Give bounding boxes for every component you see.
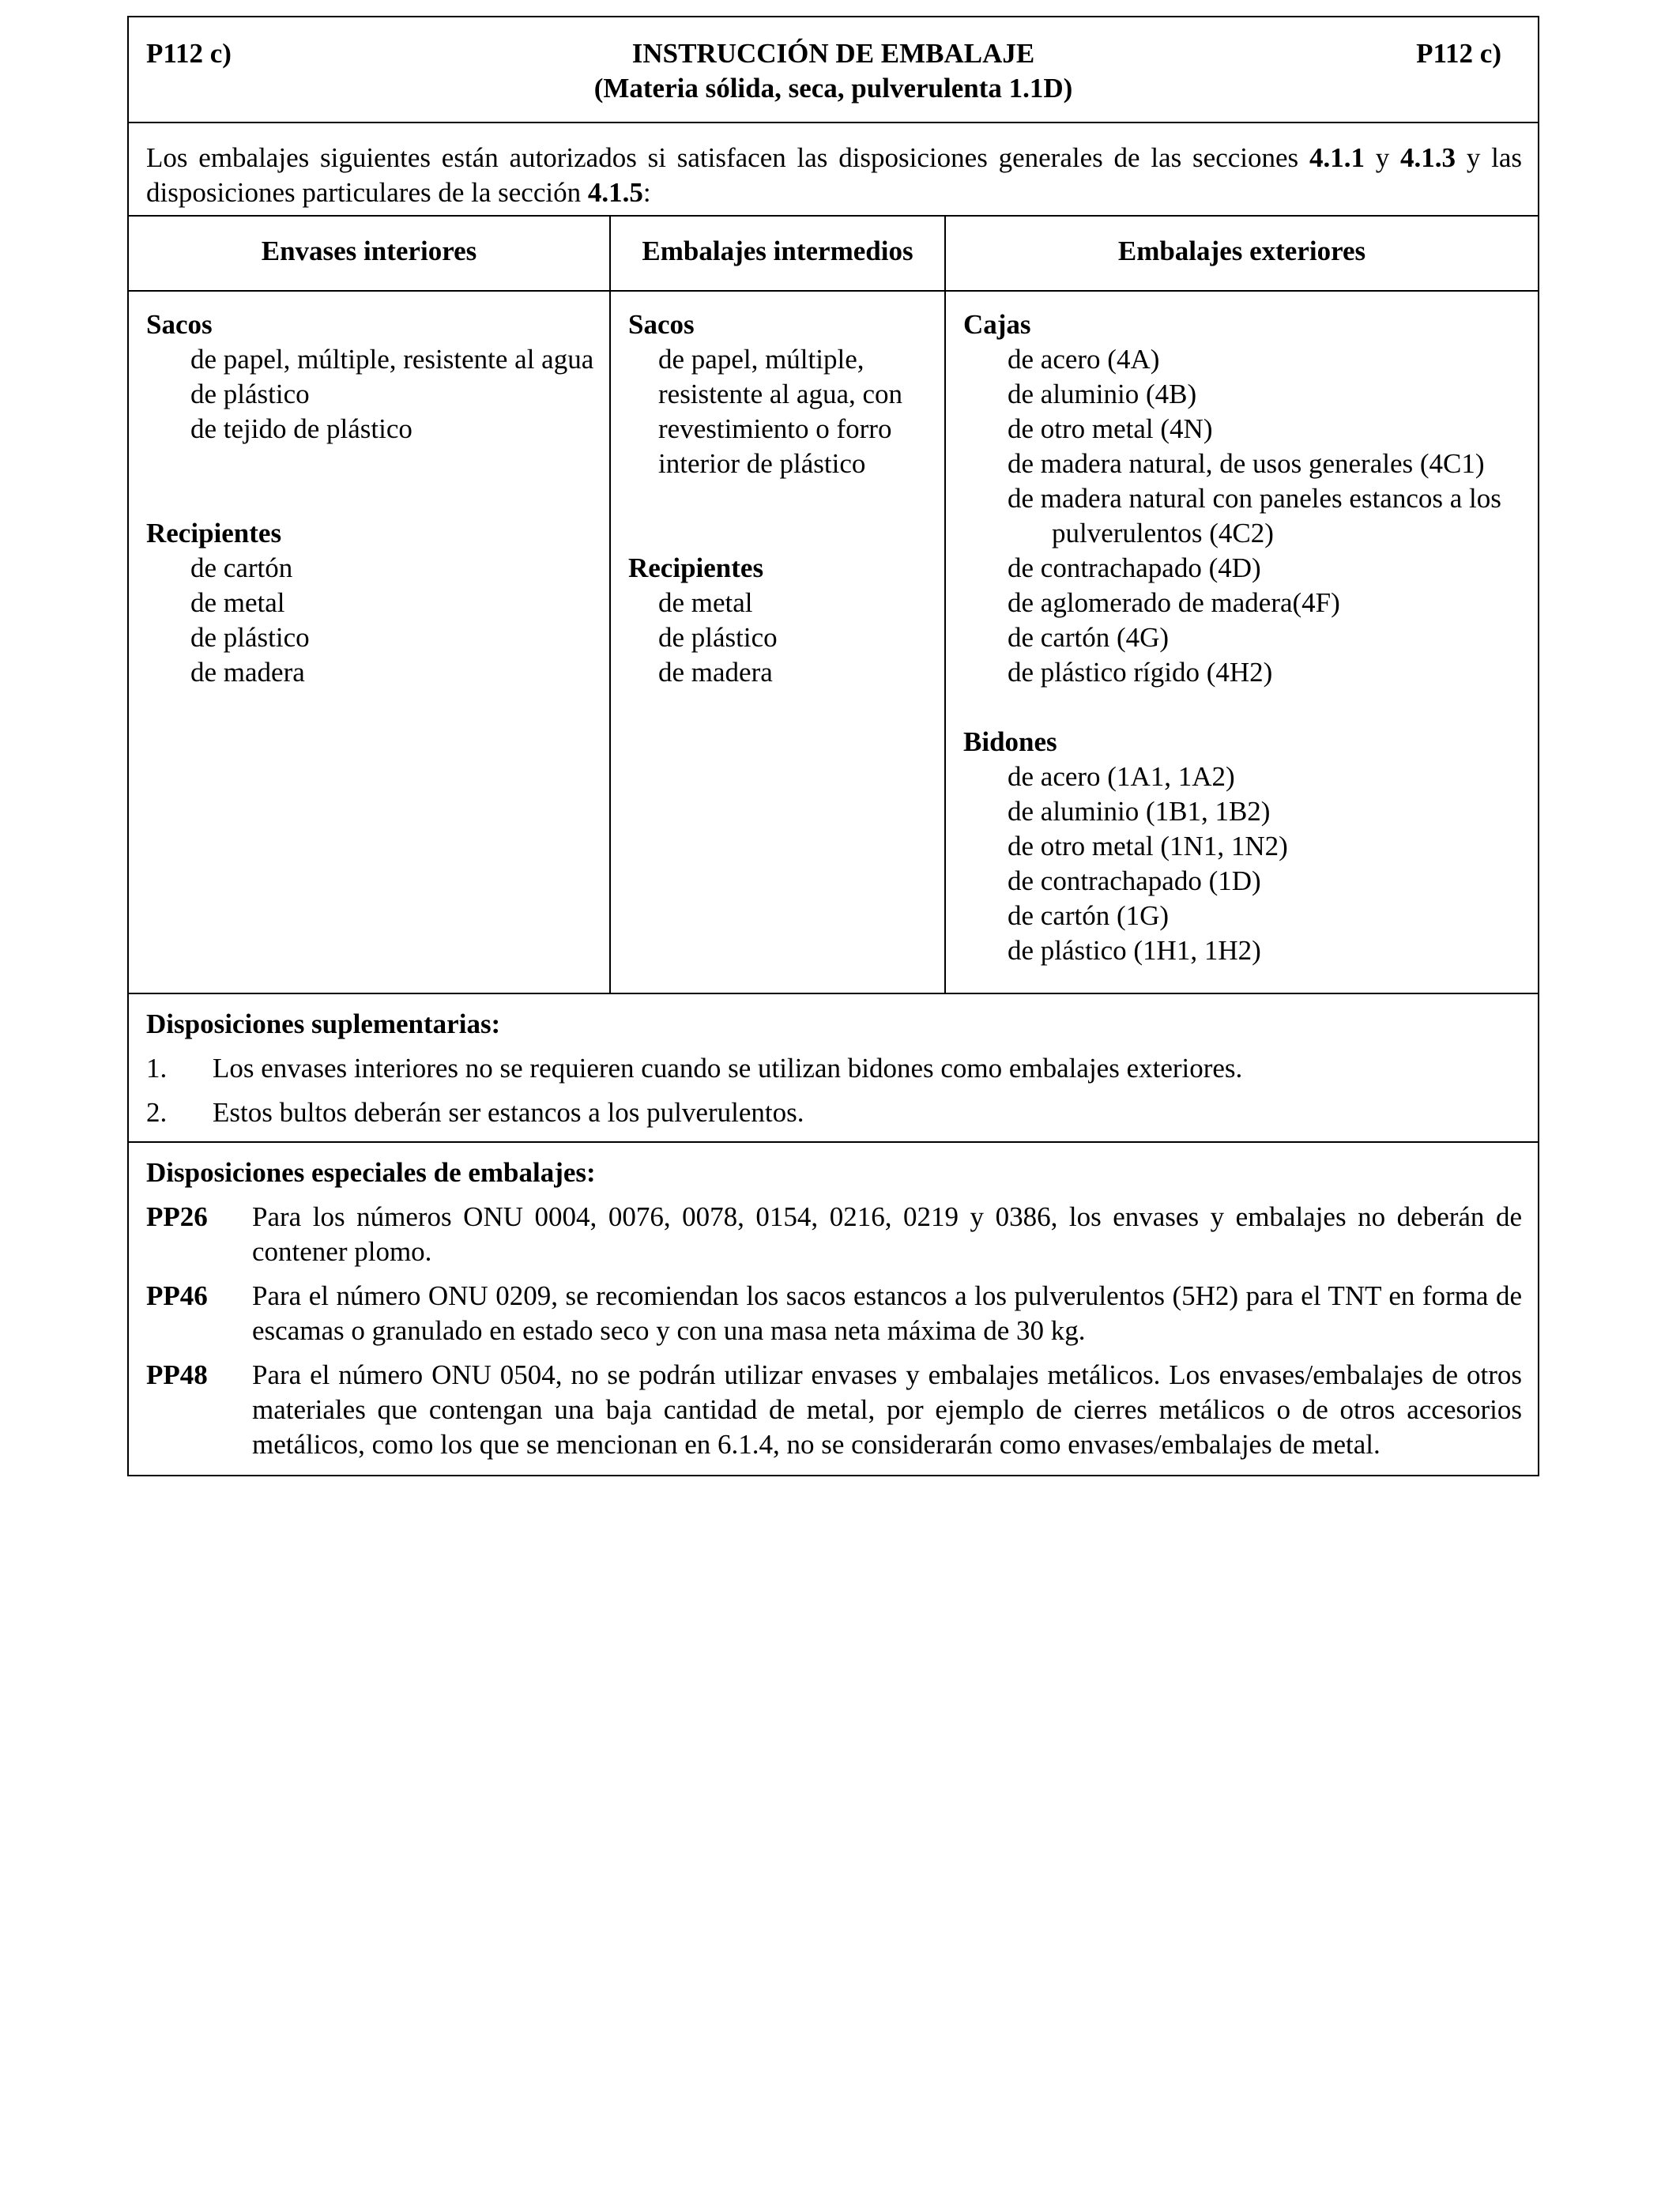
intro-text-4: :	[642, 177, 651, 208]
intermediate-packagings-column	[611, 292, 946, 993]
list-item: de cartón (1G)	[1008, 900, 1170, 931]
subtitle-line: (Materia sólida, seca, pulverulenta 1.1D)	[593, 73, 1073, 104]
provision-code: PP48	[146, 1359, 208, 1390]
list-item: de aluminio (4B)	[1008, 379, 1197, 409]
heading-intermediate: Embalajes intermedios	[611, 217, 946, 290]
intro-paragraph	[129, 123, 1538, 217]
list-item: de madera	[190, 657, 305, 688]
provision-code: PP26	[146, 1201, 208, 1232]
column-headings	[129, 217, 1538, 292]
list-item: de plástico	[658, 622, 778, 653]
list-item: de acero (1A1, 1A2)	[1008, 761, 1235, 792]
list-item: de madera	[658, 657, 773, 688]
instruction-code-left: P112 c)	[146, 38, 232, 69]
group-title: Bidones	[963, 726, 1057, 757]
provision-text: Estos bultos deberán ser estancos a los pulverulentos.	[213, 1097, 804, 1128]
group-title: Sacos	[146, 309, 213, 340]
list-item: de plástico	[190, 379, 310, 409]
list-item: de plástico (1H1, 1H2)	[1008, 935, 1261, 966]
list-item-line: interior de plástico	[658, 448, 866, 479]
provision-text: Para el número ONU 0504, no se podrán utilizar envases y embalajes metálicos. Los envases/embalajes de otros materiales que contengan una baja cantidad de metal, por ejemplo de cierres metálicos o de otros accesorios metálicos, como los que se mencionan en 6.1.4, no se considerarán como envases/embalajes de metal.	[252, 1359, 1522, 1460]
list-item: de otro metal (4N)	[1008, 413, 1213, 444]
list-item: de otro metal (1N1, 1N2)	[1008, 831, 1288, 861]
instruction-title	[129, 36, 1538, 106]
list-item: de cartón	[190, 552, 293, 583]
supplementary-heading: Disposiciones suplementarias:	[146, 1008, 501, 1039]
provision-row	[146, 1095, 1522, 1130]
intro-text-1: Los embalajes siguientes están autorizados si satisfacen las disposiciones generales de las secciones	[146, 142, 1309, 173]
list-item: de plástico	[190, 622, 310, 653]
list-item: de acero (4A)	[1008, 344, 1160, 375]
list-item-line: resistente al agua, con	[658, 379, 903, 409]
list-item: de plástico rígido (4H2)	[1008, 657, 1273, 688]
group-title: Cajas	[963, 309, 1031, 340]
heading-outer: Embalajes exteriores	[1117, 236, 1366, 266]
inner-packagings-column	[129, 292, 611, 993]
list-item: de contrachapado (1D)	[1008, 865, 1261, 896]
list-item: de papel, múltiple, resistente al agua	[190, 344, 594, 375]
special-provision-row	[146, 1358, 1522, 1462]
special-provision-row	[146, 1279, 1522, 1348]
provision-code: PP46	[146, 1280, 208, 1311]
intro-ref-1: 4.1.1	[1309, 142, 1365, 173]
supplementary-provisions	[129, 994, 1538, 1143]
instruction-header	[129, 17, 1538, 123]
group-title: Sacos	[628, 309, 695, 340]
list-item: de metal	[658, 587, 753, 618]
provision-number: 1.	[146, 1053, 168, 1084]
intro-ref-3: 4.1.5	[587, 177, 643, 208]
provision-row	[146, 1051, 1522, 1086]
provision-text: Para los números ONU 0004, 0076, 0078, 0154, 0216, 0219 y 0386, los envases y embalajes no deberán de contener plomo.	[252, 1201, 1522, 1267]
list-item: de aluminio (1B1, 1B2)	[1008, 796, 1271, 827]
provision-text: Para el número ONU 0209, se recomiendan los sacos estancos a los pulverulentos (5H2) para el TNT en forma de escamas o granulado en estado seco y con una masa neta máxima de 30 kg.	[252, 1280, 1522, 1346]
provision-text: Los envases interiores no se requieren cuando se utilizan bidones como embalajes exteriores.	[213, 1053, 1243, 1084]
intro-ref-2: 4.1.3	[1400, 142, 1456, 173]
title-line: INSTRUCCIÓN DE EMBALAJE	[631, 38, 1035, 69]
packing-instruction-table	[127, 16, 1539, 1476]
list-item: de madera natural con paneles estancos a los pulverulentos (4C2)	[1008, 483, 1501, 548]
group-title: Recipientes	[146, 518, 282, 548]
group-title: Recipientes	[628, 552, 764, 583]
instruction-code-right: P112 c)	[1416, 38, 1501, 69]
list-item: de tejido de plástico	[190, 413, 412, 444]
special-heading: Disposiciones especiales de embalajes:	[146, 1157, 596, 1188]
outer-packagings-column	[946, 292, 1538, 993]
provision-number: 2.	[146, 1097, 168, 1128]
list-item-line: revestimiento o forro	[658, 413, 892, 444]
list-item-line: de papel, múltiple,	[658, 344, 864, 375]
special-provision-row	[146, 1200, 1522, 1269]
list-item: de aglomerado de madera(4F)	[1008, 587, 1340, 618]
special-packing-provisions	[129, 1143, 1538, 1475]
list-item: de cartón (4G)	[1008, 622, 1170, 653]
list-item: de contrachapado (4D)	[1008, 552, 1261, 583]
heading-inner: Envases interiores	[129, 217, 611, 290]
list-item: de metal	[190, 587, 285, 618]
intro-text-2: y	[1364, 142, 1401, 173]
list-item: de madera natural, de usos generales (4C1)	[1008, 448, 1485, 479]
column-bodies	[129, 292, 1538, 994]
intro-text-3: y las disposiciones particulares de la sección	[146, 142, 1522, 208]
